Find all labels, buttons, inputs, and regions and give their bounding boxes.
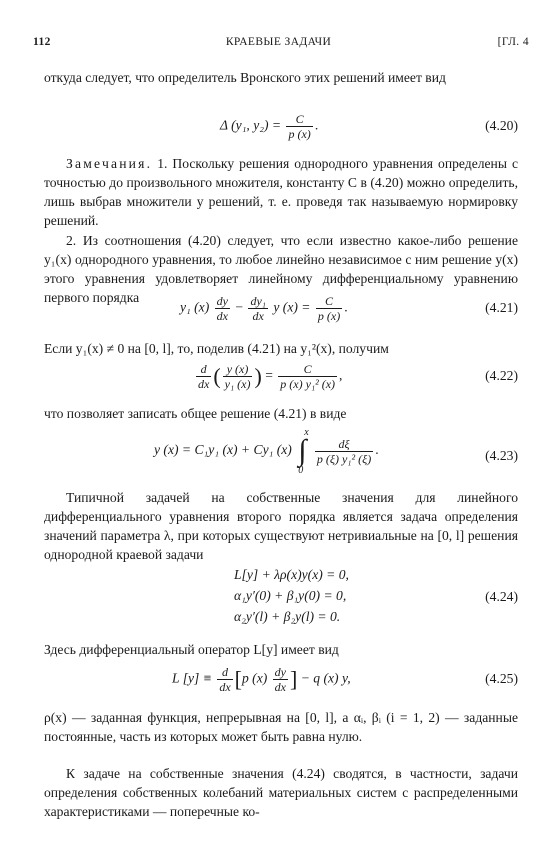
eq-4-20-tag: (4.20) — [485, 118, 518, 133]
eq-4-23-lhs: y (x) = C₁y₁ (x) + Cy₁ (x) — [154, 442, 292, 458]
eq-4-25-derivative — [217, 665, 232, 694]
eq-4-25-inner — [273, 665, 288, 694]
eq-4-25-p: p (x) — [241, 670, 268, 686]
integral-sign: ∫ x 0 — [298, 427, 309, 476]
eq-4-20-fraction — [286, 112, 312, 141]
eq-4-23-tag: (4.23) — [485, 448, 518, 463]
remark-1-text: 1. Поскольку решения однородного уравнения определены с точностью до произвольного множителя, константу C в (4.20) можно определить, лишь выбрав множители у решений, т. е. проведя так называемую нормировку решений. — [44, 156, 518, 228]
eq-4-22-r-den: p (x) y₁² (x) — [280, 377, 336, 391]
eq-4-22-end: , — [339, 367, 343, 383]
equation-4-22 — [44, 362, 518, 392]
line-operator: Здесь дифференциальный оператор L[y] имеет вид — [44, 642, 339, 657]
eq-4-21-frac-2 — [248, 294, 268, 323]
eq-4-21-f1-num: dy — [216, 294, 228, 308]
eq-4-22-d-num: d — [196, 362, 211, 377]
eq-4-22-rhs — [278, 362, 337, 391]
remark-1 — [44, 154, 518, 230]
eq-4-21-minus: − — [235, 299, 244, 315]
eq-4-25-in-num: dy — [274, 665, 286, 679]
eq-4-22-derivative — [196, 362, 211, 391]
eq-4-23-upper: x — [304, 427, 309, 438]
paragraph-rho: ρ(x) — заданная функция, непрерывная на [0, l], а αᵢ, βᵢ (i = 1, 2) — заданные постоянные, часть из которых может быть равна нулю. — [44, 710, 518, 744]
eq-4-25-in-den: dx — [274, 680, 286, 694]
paragraph-intro: откуда следует, что определитель Вронского этих решений имеет вид — [44, 70, 446, 85]
eq-4-23-end: . — [375, 442, 379, 458]
eq-4-20-num: C — [286, 112, 312, 127]
eq-4-25-close: ] — [290, 666, 298, 692]
eq-4-21-f2-den: dx — [252, 309, 264, 323]
eq-4-25-d-num: d — [217, 665, 232, 680]
paragraph-typical-problem: Типичной задачей на собственные значения для линейного дифференциального уравнения второго порядка является задача определения значений параметра λ, при которых существуют нетривиальные на [0, l] решения однородной краевой задачи — [44, 490, 518, 562]
remark-2: 2. Из соотношения (4.20) следует, что если известно какое-либо решение y₁(x) однородного уравнения, то любое линейно независимое с ним решение y(x) этого уравнения удовлетворяет линейному дифференциальному уравнению первого порядка — [44, 233, 518, 305]
eq-4-23-lower: 0 — [298, 465, 304, 476]
eq-4-23-integrand — [315, 437, 373, 466]
equation-4-25 — [44, 665, 518, 695]
eq-4-22-in-den: y₁ (x) — [224, 377, 251, 391]
eq-4-22-inner — [223, 362, 253, 391]
eq-4-21-term-a: y₁ (x) — [180, 299, 210, 315]
line-allows: что позволяет записать общее решение (4.21) в виде — [44, 406, 347, 421]
eq-4-21-f3-den: p (x) — [317, 309, 341, 323]
eq-4-23-num: dξ — [315, 437, 373, 452]
eq-4-22-equals: = — [265, 367, 273, 383]
eq-4-21-term-b: y (x) = — [273, 299, 311, 315]
running-title: КРАЕВЫЕ ЗАДАЧИ — [225, 36, 332, 48]
eq-4-22-r-num: C — [278, 362, 337, 377]
eq-4-21-frac-3 — [316, 294, 342, 323]
eq-4-21-f2-num: dy₁ — [250, 294, 266, 308]
eq-4-24-row-1: L[y] + λρ(x)y(x) = 0, — [234, 567, 349, 582]
eq-4-23-den: p (ξ) y₁² (ξ) — [316, 451, 372, 466]
eq-4-25-rest: − q (x) y, — [300, 670, 351, 686]
equation-4-23 — [44, 427, 518, 476]
eq-4-21-f3-num: C — [316, 294, 342, 309]
eq-4-22-tag: (4.22) — [485, 368, 518, 383]
eq-4-25-open: [ — [234, 666, 242, 692]
eq-4-21-tag: (4.21) — [485, 300, 518, 315]
paragraph-last: К задаче на собственные значения (4.24) сводятся, в частности, задачи определения собственных колебаний материальных систем с распределенными характеристиками — поперечные ко- — [44, 766, 518, 819]
eq-4-21-end: . — [344, 299, 348, 315]
eq-4-24-row-2: α₁y′(0) + β₁y(0) = 0, — [234, 588, 347, 603]
eq-4-20-den: p (x) — [288, 127, 311, 141]
eq-4-22-in-num: y (x) — [223, 362, 253, 377]
equation-4-21 — [44, 294, 518, 324]
remark-heading: Замечания. — [66, 156, 153, 171]
chapter-label: [ГЛ. 4 — [497, 36, 529, 48]
eq-4-21-f1-den: dx — [216, 309, 228, 323]
eq-4-20-lhs: Δ (y₁, y₂) = — [220, 117, 282, 133]
eq-4-24-tag: (4.24) — [485, 589, 518, 604]
equation-4-20 — [44, 112, 518, 142]
eq-4-21-frac-1 — [215, 294, 230, 323]
eq-4-25-lhs: L [y] ≡ — [172, 670, 212, 686]
eq-4-22-close: ) — [254, 363, 262, 389]
eq-4-25-tag: (4.25) — [485, 671, 518, 686]
eq-4-22-d-den: dx — [198, 377, 210, 391]
page-number: 112 — [33, 36, 51, 48]
eq-4-24-row-3: α₂y′(l) + β₂y(l) = 0. — [234, 609, 341, 624]
eq-4-20-end: . — [314, 117, 319, 133]
equation-4-24 — [44, 564, 518, 630]
line-if-condition: Если y₁(x) ≠ 0 на [0, l], то, поделив (4.21) на y₁²(x), получим — [44, 341, 389, 356]
eq-4-25-d-den: dx — [219, 680, 231, 694]
eq-4-22-open: ( — [213, 363, 221, 389]
